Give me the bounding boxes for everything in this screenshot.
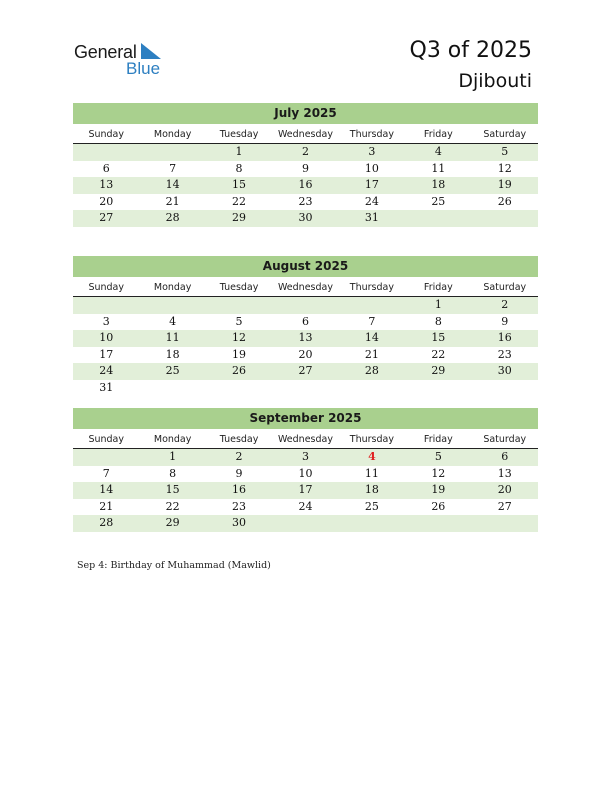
brand-logo bbox=[74, 40, 174, 80]
weekday-label: Monday bbox=[153, 434, 192, 445]
empty-day-cell bbox=[272, 380, 338, 397]
day-cell: 9 bbox=[501, 314, 509, 328]
day-cell: 8 bbox=[169, 466, 177, 480]
empty-day-cell bbox=[339, 515, 405, 532]
day-cell: 27 bbox=[99, 211, 114, 224]
day-cell: 16 bbox=[497, 331, 512, 344]
logo-text-blue: Blue bbox=[126, 59, 161, 78]
weekday-label: Friday bbox=[423, 129, 453, 140]
weekday-label: Saturday bbox=[483, 129, 527, 140]
day-cell: 22 bbox=[431, 347, 446, 361]
day-cell: 15 bbox=[165, 483, 180, 496]
week-row bbox=[73, 161, 538, 178]
day-cell: 7 bbox=[102, 466, 110, 480]
day-cell: 31 bbox=[99, 380, 114, 394]
empty-day-cell bbox=[139, 297, 205, 314]
week-row bbox=[73, 449, 538, 466]
day-cell: 21 bbox=[364, 347, 379, 361]
day-cell: 20 bbox=[298, 347, 313, 361]
day-cell: 13 bbox=[298, 331, 313, 344]
day-cell: 19 bbox=[431, 483, 446, 496]
day-cell: 23 bbox=[298, 194, 313, 208]
day-cell: 15 bbox=[232, 178, 247, 191]
day-cell: 1 bbox=[169, 450, 177, 463]
weekday-label: Thursday bbox=[349, 282, 394, 293]
week-row bbox=[73, 177, 538, 194]
day-cell: 15 bbox=[431, 331, 446, 344]
day-cell: 8 bbox=[434, 314, 442, 328]
day-cell: 7 bbox=[169, 161, 177, 175]
day-cell: 26 bbox=[232, 364, 247, 377]
calendar-july bbox=[73, 103, 538, 227]
day-cell: 20 bbox=[99, 194, 114, 208]
day-cell: 29 bbox=[431, 364, 446, 377]
day-cell: 26 bbox=[431, 499, 446, 513]
day-cell: 3 bbox=[301, 450, 309, 463]
day-cell: 19 bbox=[497, 178, 512, 191]
page-title: Q3 of 2025 bbox=[409, 38, 532, 63]
empty-day-cell bbox=[472, 380, 538, 397]
empty-day-cell bbox=[206, 297, 272, 314]
day-cell: 11 bbox=[165, 331, 180, 344]
logo-text-general: General bbox=[74, 42, 137, 62]
weekday-label: Wednesday bbox=[277, 434, 333, 445]
day-cell: 25 bbox=[165, 364, 180, 377]
day-cell: 1 bbox=[235, 145, 243, 158]
day-cell: 16 bbox=[298, 178, 313, 191]
holiday-note: Sep 4: Birthday of Muhammad (Mawlid) bbox=[77, 560, 271, 571]
day-cell: 31 bbox=[364, 211, 379, 224]
day-cell: 11 bbox=[364, 466, 379, 480]
weekday-label: Wednesday bbox=[277, 129, 333, 140]
calendar-september bbox=[73, 408, 538, 532]
day-cell: 5 bbox=[434, 450, 442, 463]
day-cell: 13 bbox=[99, 178, 114, 191]
day-cell: 27 bbox=[497, 499, 512, 513]
day-cell: 30 bbox=[232, 516, 247, 529]
day-cell: 2 bbox=[501, 298, 509, 311]
day-cell: 14 bbox=[99, 483, 114, 496]
empty-day-cell bbox=[405, 515, 471, 532]
day-cell: 22 bbox=[165, 499, 180, 513]
day-cell: 29 bbox=[165, 516, 180, 529]
empty-day-cell bbox=[272, 297, 338, 314]
month-title: September 2025 bbox=[73, 408, 538, 429]
day-cell: 10 bbox=[298, 466, 313, 480]
day-cell: 12 bbox=[497, 161, 512, 175]
day-cell: 6 bbox=[301, 314, 309, 328]
empty-day-cell bbox=[139, 144, 205, 161]
empty-day-cell bbox=[272, 515, 338, 532]
empty-day-cell bbox=[472, 515, 538, 532]
day-cell: 10 bbox=[99, 331, 114, 344]
day-cell: 17 bbox=[298, 483, 313, 496]
day-cell: 14 bbox=[364, 331, 379, 344]
week-row bbox=[73, 194, 538, 211]
day-cell: 17 bbox=[99, 347, 114, 361]
day-cell: 12 bbox=[431, 466, 446, 480]
day-cell: 3 bbox=[102, 314, 110, 328]
week-row bbox=[73, 482, 538, 499]
day-cell: 13 bbox=[497, 466, 512, 480]
day-cell: 17 bbox=[364, 178, 379, 191]
empty-day-cell bbox=[139, 380, 205, 397]
empty-day-cell bbox=[472, 210, 538, 227]
weekday-label: Tuesday bbox=[219, 129, 259, 140]
empty-day-cell bbox=[73, 144, 139, 161]
day-cell: 22 bbox=[232, 194, 247, 208]
day-cell: 28 bbox=[165, 211, 180, 224]
weekday-label: Monday bbox=[153, 129, 192, 140]
day-cell: 3 bbox=[368, 145, 376, 158]
empty-day-cell bbox=[339, 297, 405, 314]
day-cell: 27 bbox=[298, 364, 313, 377]
day-cell: 9 bbox=[235, 466, 243, 480]
weekday-label: Thursday bbox=[349, 129, 394, 140]
weekday-label: Sunday bbox=[88, 129, 124, 140]
day-cell: 18 bbox=[364, 483, 379, 496]
week-rows bbox=[73, 297, 538, 396]
weekday-label: Saturday bbox=[483, 434, 527, 445]
weekday-label: Thursday bbox=[349, 434, 394, 445]
day-cell: 10 bbox=[364, 161, 379, 175]
day-cell: 19 bbox=[232, 347, 247, 361]
day-cell: 28 bbox=[364, 364, 379, 377]
empty-day-cell bbox=[339, 380, 405, 397]
weekday-header-row bbox=[73, 126, 538, 144]
day-cell: 1 bbox=[434, 298, 442, 311]
calendar-august bbox=[73, 256, 538, 396]
empty-day-cell bbox=[405, 210, 471, 227]
day-cell: 4 bbox=[434, 145, 442, 158]
weekday-label: Tuesday bbox=[219, 282, 259, 293]
day-cell: 9 bbox=[301, 161, 309, 175]
empty-day-cell bbox=[206, 380, 272, 397]
day-cell: 30 bbox=[298, 211, 313, 224]
week-row bbox=[73, 466, 538, 483]
day-cell: 6 bbox=[102, 161, 110, 175]
weekday-label: Monday bbox=[153, 282, 192, 293]
day-cell: 23 bbox=[497, 347, 512, 361]
week-rows bbox=[73, 144, 538, 227]
week-row bbox=[73, 144, 538, 161]
week-row bbox=[73, 297, 538, 314]
day-cell: 7 bbox=[368, 314, 376, 328]
day-cell: 5 bbox=[235, 314, 243, 328]
weekday-label: Wednesday bbox=[277, 282, 333, 293]
day-cell: 29 bbox=[232, 211, 247, 224]
day-cell: 20 bbox=[497, 483, 512, 496]
country-name: Djibouti bbox=[458, 70, 532, 92]
week-rows bbox=[73, 449, 538, 532]
week-row bbox=[73, 210, 538, 227]
week-row bbox=[73, 363, 538, 380]
weekday-label: Sunday bbox=[88, 282, 124, 293]
day-cell: 4 bbox=[169, 314, 177, 328]
day-cell: 18 bbox=[165, 347, 180, 361]
day-cell: 2 bbox=[235, 450, 243, 463]
weekday-header-row bbox=[73, 431, 538, 449]
weekday-label: Friday bbox=[423, 282, 453, 293]
day-cell: 25 bbox=[431, 194, 446, 208]
day-cell: 4 bbox=[368, 450, 376, 463]
empty-day-cell bbox=[73, 449, 139, 466]
day-cell: 11 bbox=[431, 161, 446, 175]
day-cell: 25 bbox=[364, 499, 379, 513]
week-row bbox=[73, 499, 538, 516]
weekday-label: Saturday bbox=[483, 282, 527, 293]
day-cell: 26 bbox=[497, 194, 512, 208]
day-cell: 24 bbox=[298, 499, 313, 513]
week-row bbox=[73, 314, 538, 331]
day-cell: 23 bbox=[232, 499, 247, 513]
day-cell: 21 bbox=[99, 499, 114, 513]
weekday-label: Tuesday bbox=[219, 434, 259, 445]
day-cell: 14 bbox=[165, 178, 180, 191]
day-cell: 16 bbox=[232, 483, 247, 496]
empty-day-cell bbox=[73, 297, 139, 314]
day-cell: 18 bbox=[431, 178, 446, 191]
weekday-header-row bbox=[73, 279, 538, 297]
day-cell: 24 bbox=[99, 364, 114, 377]
month-title: July 2025 bbox=[73, 103, 538, 124]
week-row bbox=[73, 380, 538, 397]
day-cell: 30 bbox=[497, 364, 512, 377]
week-row bbox=[73, 515, 538, 532]
day-cell: 24 bbox=[364, 194, 379, 208]
weekday-label: Sunday bbox=[88, 434, 124, 445]
day-cell: 12 bbox=[232, 331, 247, 344]
empty-day-cell bbox=[405, 380, 471, 397]
weekday-label: Friday bbox=[423, 434, 453, 445]
week-row bbox=[73, 347, 538, 364]
day-cell: 21 bbox=[165, 194, 180, 208]
week-row bbox=[73, 330, 538, 347]
day-cell: 8 bbox=[235, 161, 243, 175]
day-cell: 2 bbox=[301, 145, 309, 158]
day-cell: 28 bbox=[99, 516, 114, 529]
day-cell: 5 bbox=[501, 145, 509, 158]
day-cell: 6 bbox=[501, 450, 509, 463]
month-title: August 2025 bbox=[73, 256, 538, 277]
